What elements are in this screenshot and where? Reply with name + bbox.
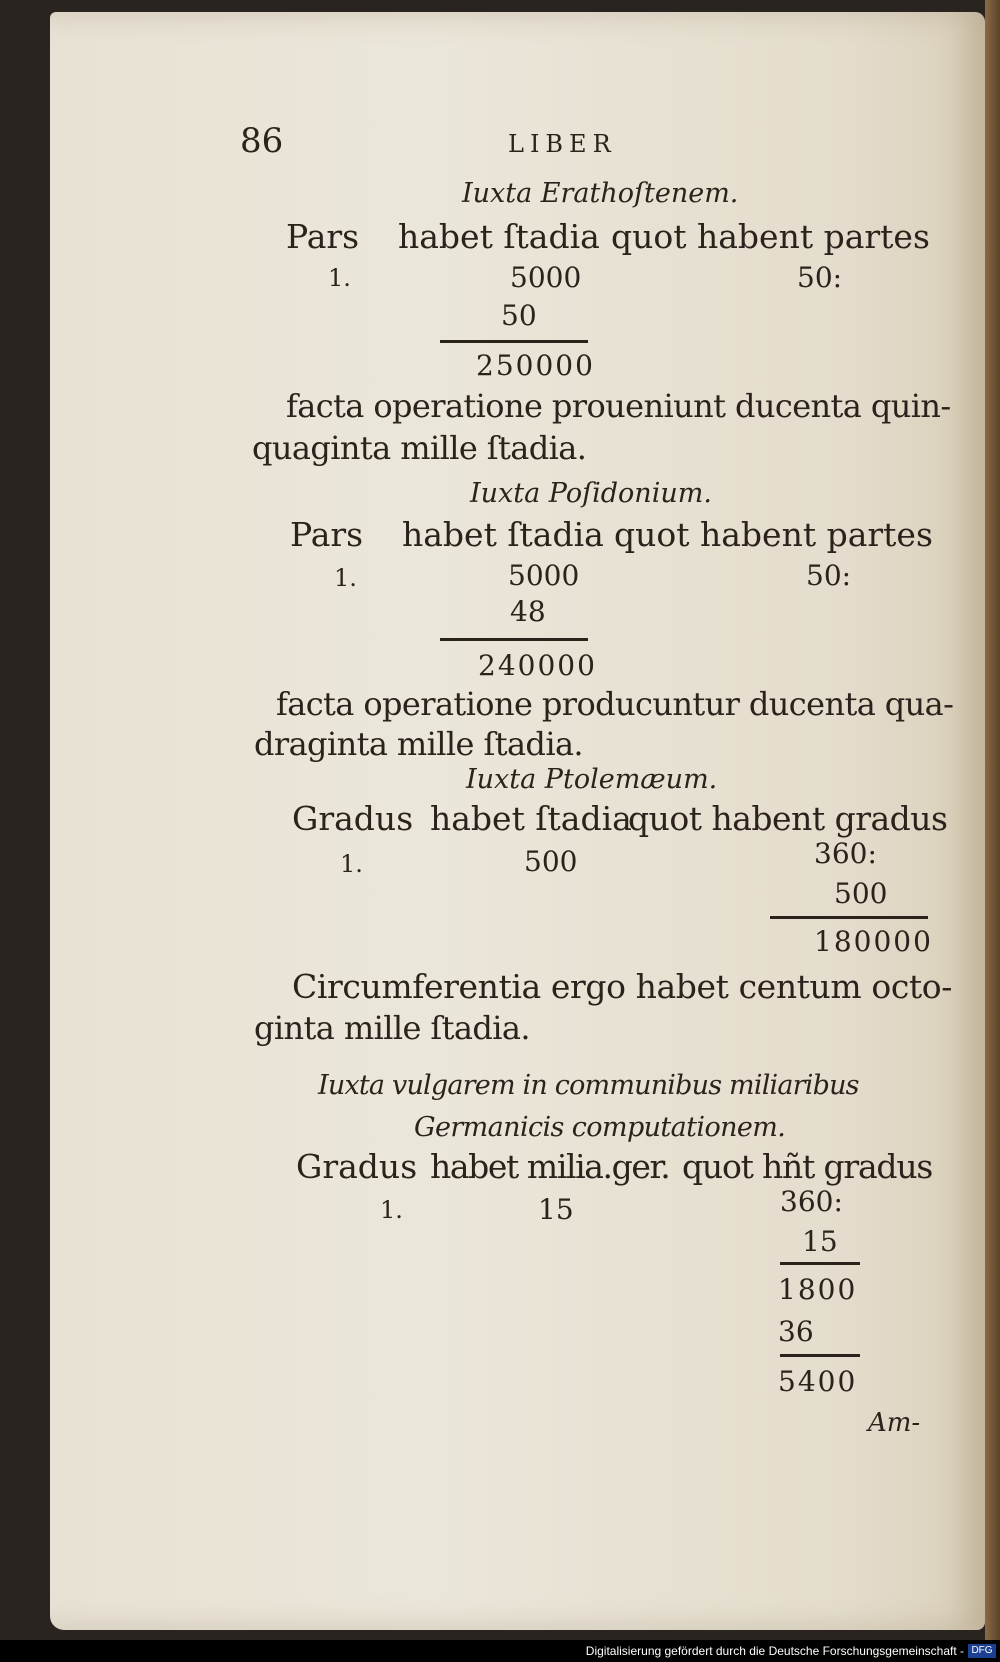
text-line: quaginta mille ſtadia. — [252, 429, 587, 467]
section-heading-ptolemy: Iuxta Ptolemæum. — [466, 764, 718, 795]
footer-credit: Digitalisierung gefördert durch die Deutsche Forschungsgemeinschaft - — [585, 1644, 964, 1658]
col-partes: quot habent partes — [611, 217, 930, 256]
value-one: 1. — [340, 850, 363, 878]
sum-rule — [440, 340, 588, 343]
section-heading-eratosthenes: Iuxta Erathoſtenem. — [462, 178, 739, 209]
value-stadia: 500 — [524, 845, 578, 878]
multiplier: 48 — [510, 595, 546, 628]
col-partes: quot habent partes — [614, 515, 933, 554]
col-pars: Pars — [286, 217, 360, 256]
sum-rule — [440, 638, 588, 641]
multiplier: 15 — [802, 1225, 838, 1258]
multiplier: 500 — [834, 877, 888, 910]
value-one: 1. — [380, 1196, 403, 1224]
multiplier: 36 — [778, 1315, 814, 1348]
text-line: facta operatione producuntur ducenta qua- — [276, 685, 954, 723]
value-partes: 50: — [797, 261, 843, 294]
multiplier: 50 — [501, 299, 537, 332]
value-one: 1. — [328, 264, 351, 292]
section-heading-posidonius: Iuxta Poſidonium. — [470, 478, 712, 509]
section-heading-vulgar: Iuxta vulgarem in communibus miliaribus — [318, 1070, 859, 1101]
sum-rule — [770, 916, 928, 919]
value-partes: 50: — [806, 559, 852, 592]
running-title: LIBER — [508, 130, 617, 158]
catchword: Am- — [868, 1408, 921, 1438]
product: 5400 — [778, 1365, 858, 1398]
book-edge — [985, 0, 1000, 1640]
sum-rule — [780, 1354, 860, 1357]
dfg-logo: DFG — [968, 1644, 996, 1658]
value-gradus: 360: — [780, 1185, 843, 1218]
value-stadia: 5000 — [508, 559, 580, 592]
product: 250000 — [476, 349, 595, 382]
col-gradus2: quot hñt gradus — [682, 1147, 933, 1186]
col-gradus: Gradus — [292, 799, 414, 838]
col-stadia: habet ſtadia — [430, 799, 632, 838]
digitization-footer — [0, 1640, 1000, 1662]
text-line: draginta mille ſtadia. — [254, 725, 584, 763]
text-line: Circumferentia ergo habet centum octo- — [292, 967, 952, 1006]
col-stadia: habet ſtadia — [402, 515, 604, 554]
section-heading-vulgar: Germanicis computationem. — [414, 1112, 786, 1143]
col-gradus2: quot habent gradus — [628, 799, 948, 838]
value-gradus: 360: — [814, 837, 877, 870]
col-pars: Pars — [290, 515, 364, 554]
value-stadia: 5000 — [510, 261, 582, 294]
col-gradus: Gradus — [296, 1147, 418, 1186]
sum-rule — [780, 1262, 860, 1265]
text-line: facta operatione proueniunt ducenta quin- — [286, 387, 951, 425]
product: 1800 — [778, 1273, 858, 1306]
product: 180000 — [814, 925, 933, 958]
col-stadia: habet ſtadia — [398, 217, 600, 256]
text-line: ginta mille ſtadia. — [254, 1009, 530, 1047]
col-milia: habet milia.ger. — [430, 1147, 670, 1186]
value-milia: 15 — [538, 1193, 574, 1226]
product: 240000 — [478, 649, 597, 682]
page-number: 86 — [240, 121, 284, 161]
value-one: 1. — [334, 564, 357, 592]
